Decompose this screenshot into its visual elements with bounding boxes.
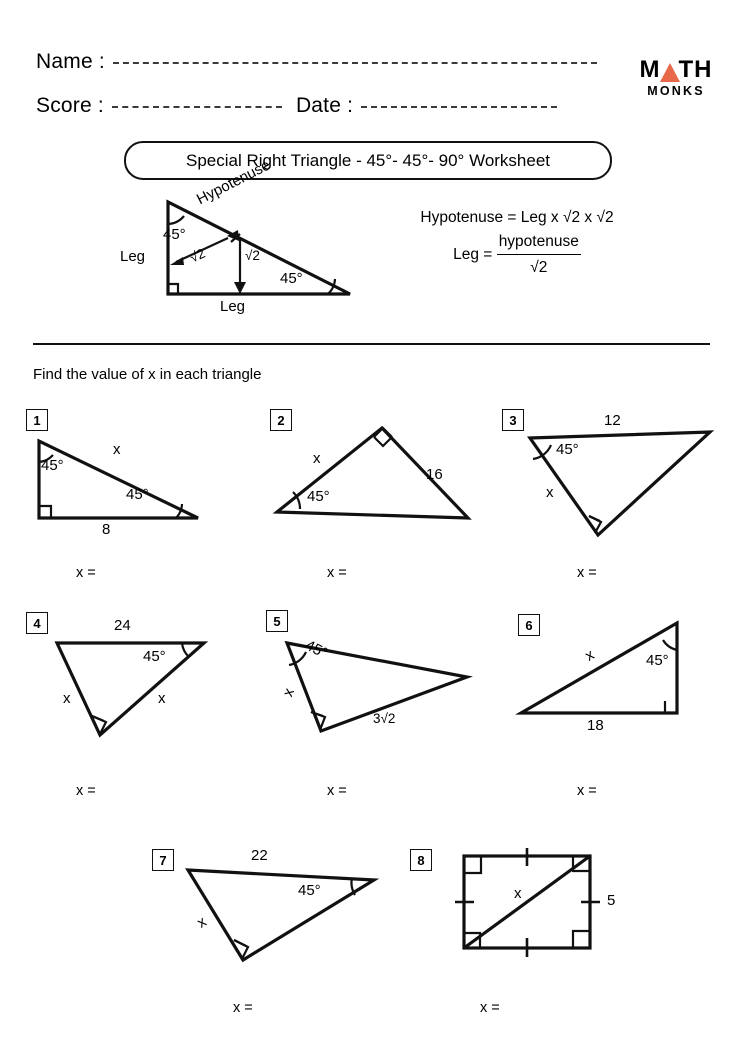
- problem-number-4: 4: [26, 612, 48, 634]
- problem-3-top-label: 12: [604, 412, 621, 429]
- problem-2-angle: 45°: [307, 488, 330, 505]
- problem-2-right-side-label: 16: [426, 466, 443, 483]
- score-label: Score :: [36, 94, 104, 117]
- problem-4-right-side-label: x: [158, 690, 166, 707]
- date-label: Date :: [295, 94, 354, 117]
- instruction-text: Find the value of x in each triangle: [33, 366, 262, 383]
- formula-hypotenuse: Hypotenuse = Leg x √2 x √2: [420, 209, 614, 226]
- problem-7-angle: 45°: [298, 882, 321, 899]
- problem-8-answer[interactable]: x =: [480, 1000, 500, 1016]
- problem-5-left-side-label: x: [279, 685, 299, 700]
- problem-5-angle: 45°: [302, 636, 331, 663]
- problem-number-1: 1: [26, 409, 48, 431]
- reference-angle-bottom: 45°: [280, 270, 303, 287]
- problem-6-angle: 45°: [646, 652, 669, 669]
- problem-7-top-label: 22: [251, 847, 268, 864]
- problem-1-angle-bottom: 45°: [126, 486, 149, 503]
- problem-4-top-label: 24: [114, 617, 131, 634]
- problem-number-6: 6: [518, 614, 540, 636]
- logo-letters-th: TH: [678, 56, 713, 83]
- problem-6-hypotenuse-label: x: [582, 646, 598, 665]
- problem-8-side-label: 5: [607, 892, 616, 909]
- problem-3-left-side-label: x: [546, 484, 554, 501]
- logo-monks-text: MONKS: [647, 84, 705, 98]
- problem-1-hypotenuse-label: x: [113, 441, 121, 458]
- reference-sqrt2-down: √2: [245, 248, 260, 263]
- problem-5-answer[interactable]: x =: [327, 783, 347, 799]
- logo-letter-m: M: [639, 56, 661, 83]
- problem-3-answer[interactable]: x =: [577, 565, 597, 581]
- reference-hypotenuse-label: Hypotenuse: [194, 156, 274, 209]
- problem-4-angle: 45°: [143, 648, 166, 665]
- page-title: Special Right Triangle - 45°- 45°- 90° Worksheet: [185, 150, 551, 170]
- formula-numerator: hypotenuse: [497, 230, 581, 255]
- reference-angle-top: 45°: [163, 226, 186, 243]
- reference-leg-bottom-label: Leg: [220, 298, 246, 315]
- problem-6-base-label: 18: [587, 717, 604, 734]
- problem-1-answer[interactable]: x =: [76, 565, 96, 581]
- problem-6-answer[interactable]: x =: [577, 783, 597, 799]
- problem-number-8: 8: [410, 849, 432, 871]
- reference-leg-left-label: Leg: [120, 248, 146, 265]
- problem-7-answer[interactable]: x =: [233, 1000, 253, 1016]
- formula-denominator: √2: [530, 259, 548, 277]
- problem-number-2: 2: [270, 409, 292, 431]
- problem-7-left-side-label: x: [194, 913, 210, 932]
- problem-8-diagonal-label: x: [514, 885, 522, 902]
- problem-number-3: 3: [502, 409, 524, 431]
- problem-3-angle: 45°: [556, 441, 579, 458]
- problem-1-base-label: 8: [102, 521, 111, 538]
- problem-5-bottom-side-label: 3√2: [373, 711, 396, 726]
- formula-leg-lead: Leg =: [453, 246, 493, 264]
- problem-1-angle-top: 45°: [41, 457, 64, 474]
- problem-2-left-side-label: x: [313, 450, 321, 467]
- problem-number-7: 7: [152, 849, 174, 871]
- problem-number-5: 5: [266, 610, 288, 632]
- problem-2-answer[interactable]: x =: [327, 565, 347, 581]
- name-label: Name :: [36, 50, 105, 73]
- problem-4-left-side-label: x: [63, 690, 71, 707]
- problem-4-answer[interactable]: x =: [76, 783, 96, 799]
- reference-sqrt2-left: √2: [187, 245, 208, 266]
